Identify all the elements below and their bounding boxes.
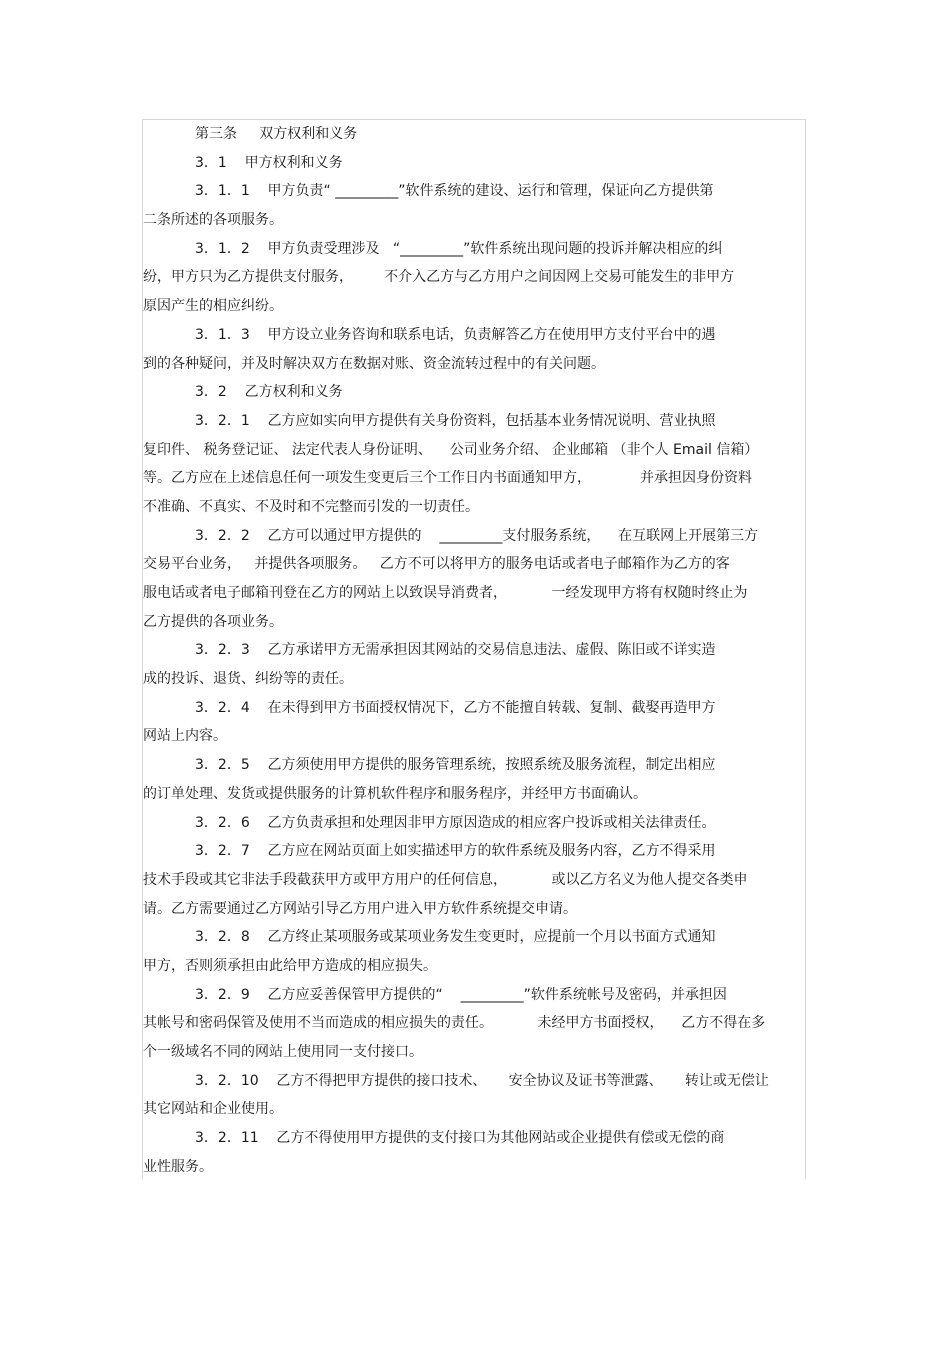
document-line: 3．2．3 乙方承诺甲方无需承担因其网站的交易信息违法、虚假、陈旧或不详实造	[195, 642, 716, 659]
document-line: 3．2．7 乙方应在网站页面上如实描述甲方的软件系统及服务内容，乙方不得采用	[195, 843, 716, 860]
document-line: 原因产生的相应纠纷。	[143, 298, 283, 315]
document-line: 其帐号和密码保管及使用不当而造成的相应损失的责任。 未经甲方书面授权， 乙方不得在多	[143, 1015, 766, 1032]
document-line: 个一级域名不同的网站上使用同一支付接口。	[143, 1044, 423, 1060]
document-line: 3．2．10 乙方不得把甲方提供的接口技术、 安全协议及证书等泄露、 转让或无偿让	[195, 1072, 769, 1089]
document-line: 网站上内容。	[143, 728, 227, 745]
document-line: 甲方，否则须承担由此给甲方造成的相应损失。	[143, 957, 437, 974]
document-line: 3．2．8 乙方终止某项服务或某项业务发生变更时，应提前一个月以书面方式通知	[195, 929, 716, 946]
document-line: 的订单处理、发货或提供服务的计算机软件程序和服务程序，并经甲方书面确认。	[143, 785, 647, 802]
document-line: 服电话或者电子邮箱刊登在乙方的网站上以致误导消费者， 一经发现甲方将有权随时终止为	[143, 585, 748, 601]
document-line: 3．2．9 乙方应妥善保管甲方提供的“ _________”软件系统帐号及密码，并承担因	[195, 986, 727, 1003]
document-line: 乙方提供的各项业务。	[143, 613, 283, 630]
document-line: 等。乙方应在上述信息任何一项发生变更后三个工作日内书面通知甲方， 并承担因身份资料	[143, 470, 752, 487]
document-line: 请。乙方需要通过乙方网站引导乙方用户进入甲方软件系统提交申请。	[143, 900, 577, 917]
document-line: 3．1．2 甲方负责受理涉及 “_________”软件系统出现问题的投诉并解决相应的纠	[195, 240, 723, 257]
document-line: 3．1．1 甲方负责“ _________”软件系统的建设、运行和管理，保证向乙方提供第	[195, 183, 714, 200]
document-line: 复印件、 税务登记证、 法定代表人身份证明、 公司业务介绍、 企业邮箱 （非个人 Email 信箱）	[143, 441, 759, 458]
document-line: 二条所述的各项服务。	[143, 212, 283, 229]
document-line: 3．1．3 甲方设立业务咨询和联系电话，负责解答乙方在使用甲方支付平台中的遇	[195, 326, 716, 343]
document-line: 不准确、不真实、不及时和不完整而引发的一切责任。	[143, 498, 479, 515]
document-line: 业性服务。	[143, 1158, 213, 1175]
document-line: 3．2 乙方权利和义务	[195, 384, 343, 401]
document-line: 3．2．1 乙方应如实向甲方提供有关身份资料，包括基本业务情况说明、营业执照	[195, 412, 716, 429]
document-line: 其它网站和企业使用。	[143, 1101, 283, 1118]
document-line: 3．1 甲方权利和义务	[195, 154, 343, 171]
document-line: 成的投诉、退货、纠纷等的责任。	[143, 671, 353, 688]
document-line: 3．2．11 乙方不得使用甲方提供的支付接口为其他网站或企业提供有偿或无偿的商	[195, 1130, 725, 1147]
document-line: 第三条 双方权利和义务	[195, 126, 358, 142]
document-line: 3．2．2 乙方可以通过甲方提供的 _________支付服务系统， 在互联网上开展第三方	[195, 527, 759, 544]
document-line: 3．2．4 在未得到甲方书面授权情况下，乙方不能擅自转载、复制、截娶再造甲方	[195, 699, 716, 716]
document-line: 到的各种疑问，并及时解决双方在数据对账、资金流转过程中的有关问题。	[143, 355, 605, 372]
document-line: 技术手段或其它非法手段截获甲方或甲方用户的任何信息， 或以乙方名义为他人提交各类申	[143, 871, 748, 888]
document-line: 交易平台业务， 并提供各项服务。 乙方不可以将甲方的服务电话或者电子邮箱作为乙方的客	[143, 556, 730, 573]
document-line: 3．2．5 乙方须使用甲方提供的服务管理系统，按照系统及服务流程，制定出相应	[195, 757, 716, 774]
document-line: 纷，甲方只为乙方提供支付服务， 不介入乙方与乙方用户之间因网上交易可能发生的非甲方	[143, 269, 735, 286]
document-body	[143, 120, 805, 1181]
document-line: 3．2．6 乙方负责承担和处理因非甲方原因造成的相应客户投诉或相关法律责任。	[195, 814, 716, 831]
